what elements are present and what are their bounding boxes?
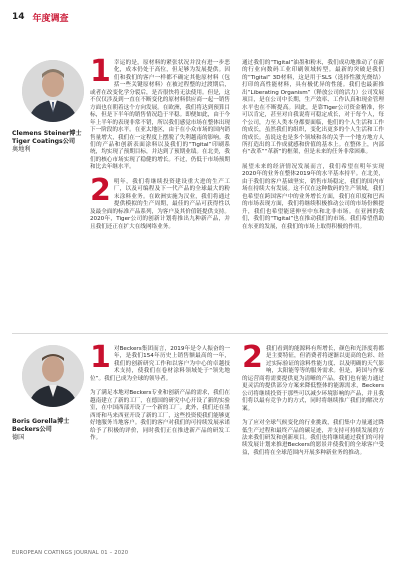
person-name: Clemens Steiner博士 bbox=[12, 130, 82, 137]
portrait-photo-gorella bbox=[22, 345, 84, 407]
person-name: Boris Gorella博士 bbox=[12, 418, 70, 425]
steiner-answers-column-a bbox=[90, 54, 230, 238]
answer-paragraph bbox=[90, 390, 230, 442]
answer-number: 2 bbox=[242, 340, 263, 375]
answer-text: 展望未来的经济情况发展而言，我们希望在明年实现2020年的业务在整体2019年的水平基本持平。在北美，由于我们的客户基础坚实，销售市场稳定，我们的国内市场在持续大有发展。这不仅在这种数码的生产领域，我们也希望在跨国客户中的业务增长方面，我们在印度和巴西的市场表现方面，我们将继续积极推动公司的市场份额提升，我们也希望能延伸至中东和北非市场。在亚洲的我们，我们的“Tigital”也在推动我们的市场。我们希望借助在东亚的发展，在我们的市场上取得积极的作用。 bbox=[242, 163, 384, 230]
answer-paragraph bbox=[242, 60, 384, 157]
page-number: 14 bbox=[12, 12, 25, 22]
answer-paragraph bbox=[242, 420, 384, 457]
answer-text: 我们看到的能源料有所增长，颜色和光泽度将都是主要特征，但消费者将逐渐以更高的色彩、经过实际验证的涂料性能力度、以及明确的天气影响，太阳能等等的服务需求。但是，跨国与作家的运营商将需要提供更为清晰的产品。我们也有能力通过更灵活的提供部分方案来降低整体的能源需求，Beckers公司将继续投资于那些可以减少环境影响的产品，并且我们将以最有竞争力的方式，同时将继续推广我们的解决方案。 bbox=[242, 346, 384, 412]
answer-text: 为了应对全球气候变化的行业挑战，我们集中力量通过降低生产过程和最终产品的碳足迹，并支持可持续发展的方法来我们研发和创新项目。我们也将继续通过我们的可持续发展计划来推进Beckers的愿景并使我们的全球客户受益，我们将在全球范围内开展多种新业务的推动。 bbox=[242, 420, 384, 456]
person-company: Tiger Coatings公司 bbox=[12, 138, 76, 145]
person-country: 奥地利 bbox=[12, 146, 31, 153]
portrait-photo-steiner bbox=[22, 60, 84, 122]
answer-text: 为了满足本地对Beckers专业和创新产品的需求，我们在越南建立了新的工厂，在德国的研究中心开设了新的实验室，在中国西部开设了一个新的工厂。此外，我们还在墨西哥和马来西亚开设了新的工厂，这些投资使我们能够更好地服务当地客户。我们的客户对我们的可持续发展承诺给予了积极的评价，同时我们正在推进新产品的研发工作。 bbox=[90, 390, 230, 441]
answer-paragraph bbox=[242, 164, 384, 231]
answer-text: 通过我们的“Tigital”油墨和粉末，我们成功地推动了在新的行业向数码工业印刷领域转型。最新的突破是我们的“Tigital” 3D材料，这是用于SLS（选择性激光烧结）打印的高性能材料，具有极优异的性能。我们也最新推出“Liberating Organism”（释放公司的活力）公司发展项目，是在公司中长期，生产效率、工作认真和现金管理水平也在不断提高。因此，是靠Tiger公司资金精准，你可以肯定，甚至对自我说将可稳定成长，对于每个人，每个公司，力至人类本身都要面临，他们的个人生活和工作的成长，虽然我们的组织，变化出更多的个人生活和工作的成长。虽说这也是多个领域和各的关乎一个地方地方人所打造出的工作成就感和价值的基本上。在整体上，内部有“改革”“革新”的框架，但是未来的任务非常困难。 bbox=[242, 60, 384, 156]
answer-text: 对Beckers集团而言，2019年是令人振奋的一年，是我们154年历史上销售额最高的一年，我们的创新研究工作和以客户为中心的卓越技术支持，使我们在卷材涂料领域处于“领先地位”。我们已成为全球的领导者。 bbox=[90, 346, 230, 382]
section-divider bbox=[12, 333, 388, 334]
person-company: Beckers公司 bbox=[12, 426, 52, 433]
steiner-answers-column-b bbox=[242, 60, 384, 238]
person-caption-steiner bbox=[12, 130, 82, 154]
answer-number: 1 bbox=[90, 340, 111, 375]
answer-paragraph bbox=[90, 340, 230, 383]
answer-number: 2 bbox=[90, 172, 111, 208]
answer-text: 幸运的是，原材料的紧张状况并没有进一步恶化，成本仍处于高位，但足够为发展提供。因们和我们的客户一样都不确定其他原材料（包括一些关键原材料）在被过程整的过渡期后，或者在改变化学分裂后，是否很快将无法使用。但是，这不仅仅涉及到一直在不断变化的原材料供应商一起一销售方面也在朝着这个方向发展。在欧洲，我们将达到预算目标，但是下半年的销售情况趋于平稳。即便如此，由于今年上半年的表现非常不错，所以我们感觉市场在整体出现下一阶段的水平。在亚太地区，由于在小众市场的国内销售量增大，我们在一定程度上摆脱了失利越南的影响。我们的产品和创新表面涂料以及我们的“Tigital”印刷系统，均实现了预期目标，并达到了预期业绩。在北美，我们的核心市场实现了稳健的增长。不过，仍低于市场预期和比去年继水平。 bbox=[90, 60, 230, 171]
gorella-answers-column-b bbox=[242, 340, 384, 464]
portrait-steiner-image bbox=[22, 60, 84, 122]
answer-paragraph bbox=[242, 340, 384, 413]
answer-text: 明年，我们将继续投资建设重大进的生产工厂，以及可编程及下一代产品的全球最大的粉末涂料业务。在欧洲实施为汉业，我们将通过提供模拟的生产周期，最佳的产品可获得性以及最全面的标准产品系列，为客户及其价值链提供支持。2020年，Tiger公司的创新计划将推出九种新产品，并且我们还正在扩大在线网络业务。 bbox=[90, 178, 230, 230]
person-caption-gorella bbox=[12, 418, 69, 442]
page-header bbox=[12, 10, 69, 24]
answer-paragraph bbox=[90, 172, 230, 231]
person-country: 德国 bbox=[12, 434, 25, 441]
section-title: 年度调查 bbox=[32, 13, 69, 24]
portrait-gorella-image bbox=[22, 345, 84, 407]
page-footer: EUROPEAN COATINGS JOURNAL 01 – 2020 bbox=[12, 550, 129, 556]
answer-paragraph bbox=[90, 54, 230, 172]
answer-number: 1 bbox=[90, 54, 111, 89]
gorella-answers-column-a bbox=[90, 340, 230, 449]
